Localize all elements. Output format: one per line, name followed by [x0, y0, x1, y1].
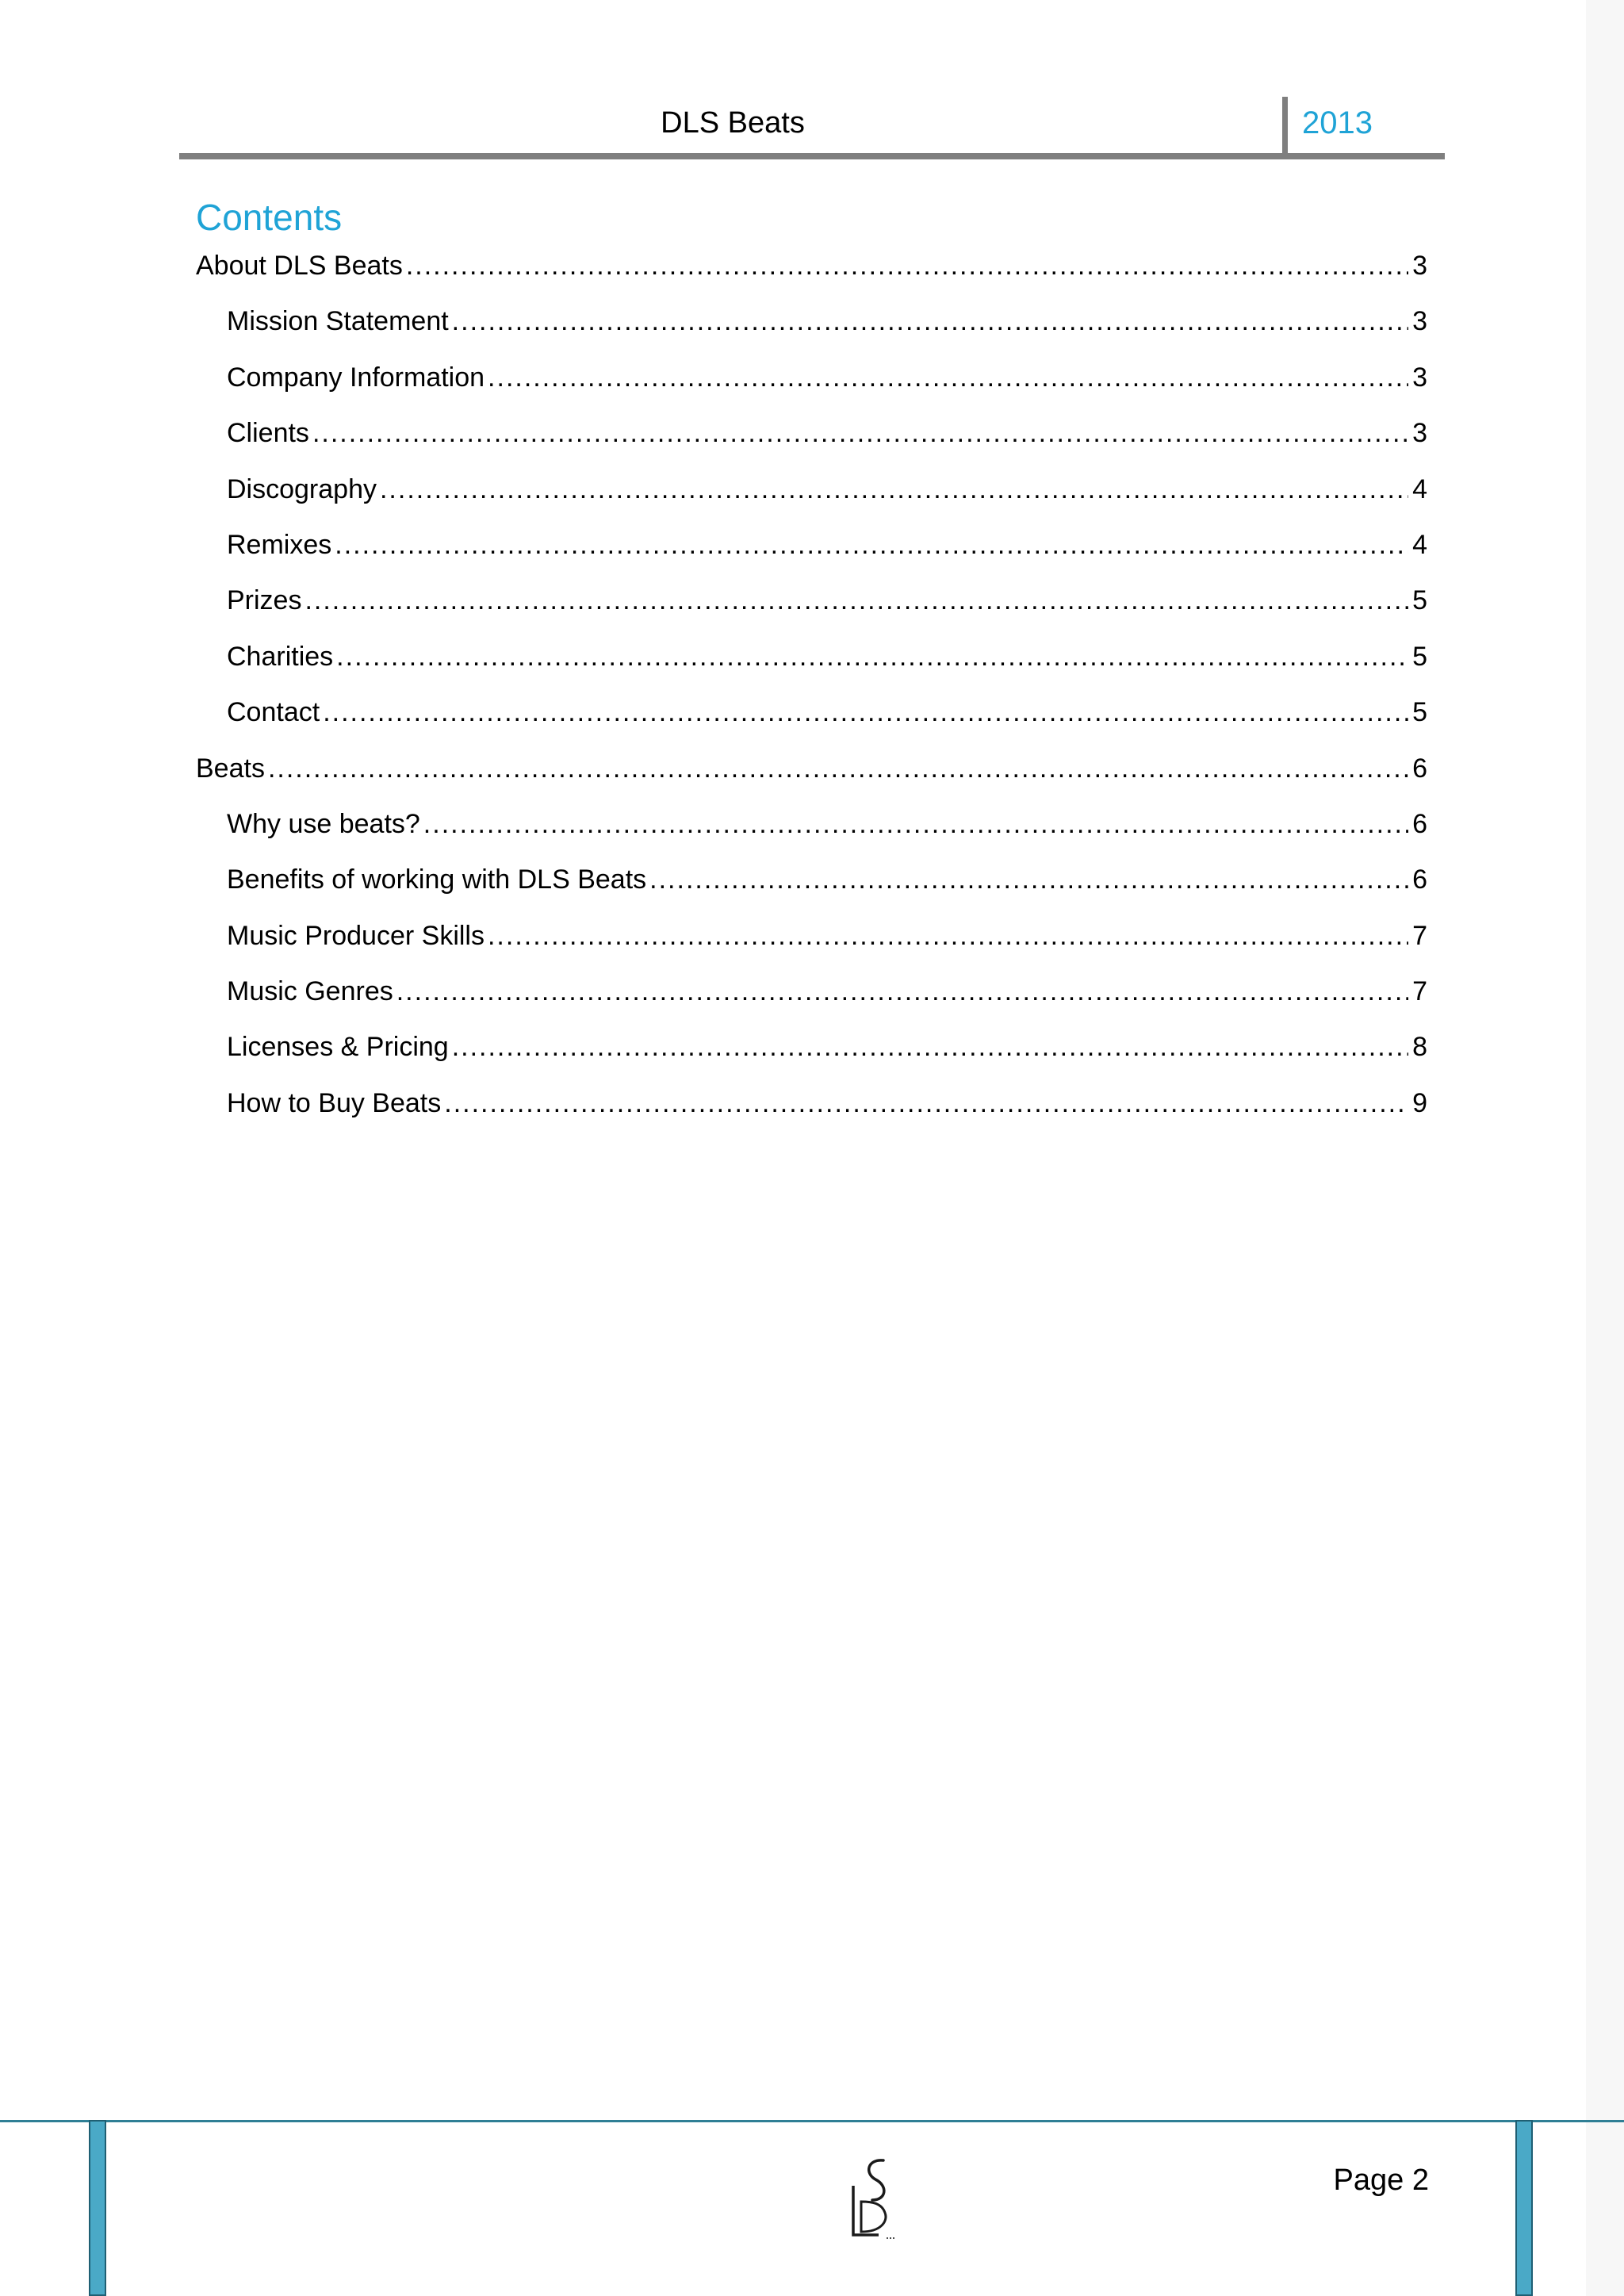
toc-entry-label: Music Genres — [227, 976, 393, 1007]
toc-entry-prizes[interactable] — [196, 577, 1427, 633]
toc-entry-music-genres[interactable] — [196, 968, 1427, 1024]
toc-heading: Contents — [196, 197, 343, 238]
toc-entry-benefits[interactable] — [196, 857, 1427, 912]
toc-entry-page: 7 — [1412, 920, 1427, 951]
footer-right-bar — [1515, 2120, 1533, 2296]
toc-dot-leader — [488, 913, 1408, 959]
toc-entry-remixes[interactable] — [196, 522, 1427, 577]
toc-entry-clients[interactable] — [196, 410, 1427, 466]
toc-entry-page: 4 — [1412, 473, 1427, 504]
dls-monogram-icon — [844, 2156, 901, 2240]
toc-entry-label: Charities — [227, 641, 334, 672]
toc-entry-label: Prizes — [227, 585, 302, 616]
header-divider — [1282, 97, 1288, 154]
toc-entry-page: 3 — [1412, 251, 1427, 281]
toc-entry-page: 3 — [1412, 306, 1427, 337]
toc-entry-how-to-buy-beats[interactable] — [196, 1080, 1427, 1136]
toc-dot-leader — [335, 522, 1408, 568]
toc-entry-label: Licenses & Pricing — [227, 1032, 449, 1063]
toc-entry-contact[interactable] — [196, 689, 1427, 745]
table-of-contents — [196, 243, 1427, 1136]
toc-entry-music-producer-skills[interactable] — [196, 913, 1427, 968]
toc-dot-leader — [304, 577, 1408, 623]
toc-entry-beats[interactable] — [196, 746, 1427, 801]
footer-rule — [0, 2120, 1624, 2122]
toc-entry-mission-statement[interactable] — [196, 298, 1427, 354]
toc-entry-why-use-beats[interactable] — [196, 801, 1427, 857]
toc-dot-leader — [452, 1024, 1408, 1070]
footer-left-bar — [89, 2120, 106, 2296]
toc-entry-page: 5 — [1412, 641, 1427, 672]
toc-dot-leader — [380, 466, 1408, 512]
toc-entry-page: 6 — [1412, 753, 1427, 784]
header-rule — [179, 153, 1445, 159]
toc-dot-leader — [268, 746, 1408, 792]
toc-dot-leader — [336, 634, 1408, 680]
toc-entry-label: Remixes — [227, 529, 332, 560]
toc-dot-leader — [396, 968, 1408, 1014]
toc-entry-label: How to Buy Beats — [227, 1087, 442, 1118]
toc-entry-page: 3 — [1412, 362, 1427, 393]
toc-dot-leader — [452, 298, 1408, 344]
toc-entry-page: 6 — [1412, 864, 1427, 895]
toc-entry-label: About DLS Beats — [196, 251, 403, 281]
toc-dot-leader — [406, 243, 1408, 289]
toc-entry-label: Mission Statement — [227, 306, 449, 337]
toc-entry-page: 3 — [1412, 418, 1427, 449]
header-title: DLS Beats — [661, 106, 805, 140]
page-edge-shade — [1586, 0, 1624, 2296]
toc-entry-about-dls-beats[interactable] — [196, 243, 1427, 298]
toc-entry-label: Music Producer Skills — [227, 920, 485, 951]
toc-dot-leader — [649, 857, 1408, 903]
toc-entry-charities[interactable] — [196, 634, 1427, 689]
toc-entry-page: 8 — [1412, 1032, 1427, 1063]
page-number: Page 2 — [1333, 2164, 1429, 2197]
toc-dot-leader — [312, 410, 1408, 456]
toc-entry-page: 5 — [1412, 697, 1427, 728]
toc-entry-label: Benefits of working with DLS Beats — [227, 864, 647, 895]
toc-entry-licenses-pricing[interactable] — [196, 1024, 1427, 1079]
toc-dot-leader — [323, 689, 1408, 735]
toc-entry-page: 9 — [1412, 1087, 1427, 1118]
toc-entry-page: 7 — [1412, 976, 1427, 1007]
toc-dot-leader — [444, 1080, 1408, 1126]
toc-entry-label: Clients — [227, 418, 309, 449]
toc-dot-leader — [488, 355, 1408, 401]
toc-entry-label: Beats — [196, 753, 265, 784]
toc-entry-label: Discography — [227, 473, 377, 504]
toc-entry-page: 4 — [1412, 529, 1427, 560]
toc-entry-discography[interactable] — [196, 466, 1427, 522]
toc-entry-page: 5 — [1412, 585, 1427, 616]
toc-entry-label: Contact — [227, 697, 320, 728]
toc-entry-page: 6 — [1412, 808, 1427, 839]
toc-entry-company-information[interactable] — [196, 355, 1427, 410]
toc-entry-label: Why use beats? — [227, 808, 420, 839]
header-year: 2013 — [1302, 105, 1373, 140]
toc-dot-leader — [423, 801, 1408, 847]
toc-entry-label: Company Information — [227, 362, 485, 393]
